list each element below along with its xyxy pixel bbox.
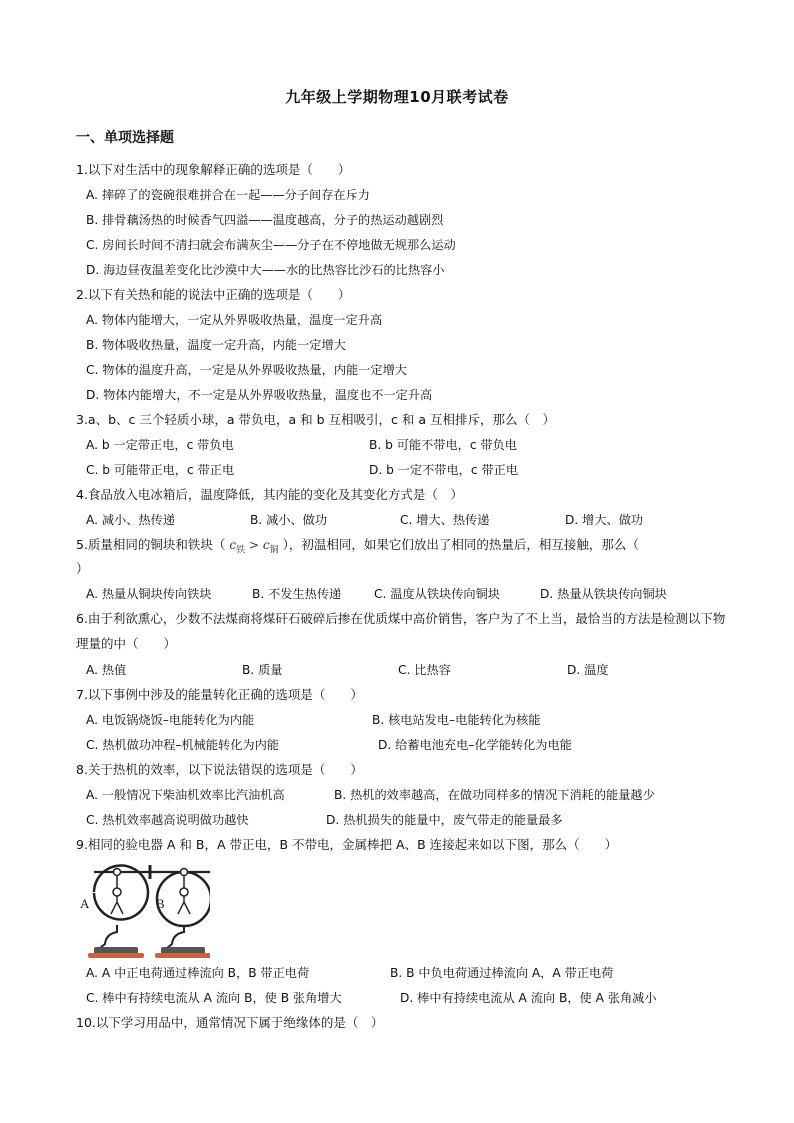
electroscope-diagram bbox=[80, 862, 210, 960]
specific-heat-formula bbox=[229, 538, 279, 556]
question-5-option-d: D. 热量从铁块传向铜块 bbox=[540, 587, 667, 601]
question-5-option-b: B. 不发生热传递 bbox=[252, 587, 342, 601]
question-7-option-d: D. 给蓄电池充电–化学能转化为电能 bbox=[378, 738, 572, 752]
question-5-stem bbox=[76, 535, 726, 560]
question-6-option-b: B. 质量 bbox=[242, 663, 283, 677]
label-a: A bbox=[80, 896, 90, 911]
question-1-option-d: D. 海边昼夜温差变化比沙漠中大——水的比热容比沙石的比热容小 bbox=[86, 263, 445, 277]
formula-op: > bbox=[245, 538, 263, 552]
question-8-option-d: D. 热机损失的能量中，废气带走的能量最多 bbox=[326, 813, 563, 827]
question-9-option-a: A. A 中正电荷通过棒流向 B，B 带正电荷 bbox=[86, 966, 310, 980]
electroscope-b bbox=[155, 869, 210, 959]
question-4-stem: 4.食品放入电冰箱后，温度降低，其内能的变化及其变化方式是（ ） bbox=[76, 487, 463, 502]
question-2-stem: 2.以下有关热和能的说法中正确的选项是（ ） bbox=[76, 287, 351, 302]
question-4-option-d: D. 增大、做功 bbox=[565, 513, 644, 527]
formula-right: c bbox=[262, 538, 270, 552]
question-1-option-b: B. 排骨藕汤热的时候香气四溢——温度越高，分子的热运动越剧烈 bbox=[86, 213, 444, 227]
question-3-option-d: D. b 一定不带电，c 带正电 bbox=[369, 463, 519, 477]
question-8-option-b: B. 热机的效率越高，在做功同样多的情况下消耗的能量越少 bbox=[334, 788, 655, 802]
question-5-option-a: A. 热量从铜块传向铁块 bbox=[86, 587, 212, 601]
question-5-stem-pre: 5.质量相同的铜块和铁块（ bbox=[76, 537, 226, 552]
question-6-option-d: D. 温度 bbox=[567, 663, 609, 677]
label-b: B bbox=[156, 896, 165, 911]
formula-right-sub: 铜 bbox=[269, 545, 279, 556]
question-7-option-a: A. 电饭锅烧饭–电能转化为内能 bbox=[86, 713, 255, 727]
question-8-option-a: A. 一般情况下柴油机效率比汽油机高 bbox=[86, 788, 285, 802]
question-7-option-c: C. 热机做功冲程–机械能转化为内能 bbox=[86, 738, 279, 752]
question-4-option-c: C. 增大、热传递 bbox=[400, 513, 490, 527]
question-9-option-b: B. B 中负电荷通过棒流向 A，A 带正电荷 bbox=[390, 966, 614, 980]
electroscope-a bbox=[88, 866, 148, 959]
question-3-option-c: C. b 可能带正电，c 带正电 bbox=[86, 463, 235, 477]
question-5-option-c: C. 温度从铁块传向铜块 bbox=[374, 587, 500, 601]
formula-left: c bbox=[229, 538, 237, 552]
question-6-option-a: A. 热值 bbox=[86, 663, 127, 677]
page-title: 九年级上学期物理10月联考试卷 bbox=[285, 88, 509, 106]
question-3-stem: 3.a、b、c 三个轻质小球，a 带负电，a 和 b 互相吸引，c 和 a 互相排斥，那么（ ） bbox=[76, 412, 555, 427]
question-5-stem-cont: ） bbox=[76, 561, 89, 576]
question-2-option-a: A. 物体内能增大，一定从外界吸收热量，温度一定升高 bbox=[86, 313, 383, 327]
question-3-option-a: A. b 一定带正电，c 带负电 bbox=[86, 438, 234, 452]
question-10-stem: 10.以下学习用品中，通常情况下属于绝缘体的是（ ） bbox=[76, 1015, 384, 1030]
question-1-option-c: C. 房间长时间不清扫就会布满灰尘——分子在不停地做无规那么运动 bbox=[86, 238, 456, 252]
question-6-stem: 6.由于利欲熏心，少数不法煤商将煤矸石破碎后掺在优质煤中高价销售，客户为了不上当，最恰当的方法是检测以下物理量的中（ ） bbox=[76, 611, 726, 651]
question-5-stem-post: ），初温相同，如果它们放出了相同的热量后，相互接触，那么（ bbox=[282, 537, 639, 552]
question-7-option-b: B. 核电站发电–电能转化为核能 bbox=[372, 713, 541, 727]
question-3-option-b: B. b 可能不带电，c 带负电 bbox=[369, 438, 517, 452]
question-2-option-c: C. 物体的温度升高，一定是从外界吸收热量，内能一定增大 bbox=[86, 363, 407, 377]
question-4-option-b: B. 减小、做功 bbox=[250, 513, 328, 527]
section-heading: 一、单项选择题 bbox=[76, 130, 174, 146]
question-2-option-d: D. 物体内能增大，不一定是从外界吸收热量，温度也不一定升高 bbox=[86, 388, 433, 402]
question-9-option-c: C. 棒中有持续电流从 A 流向 B，使 B 张角增大 bbox=[86, 991, 342, 1005]
question-6-option-c: C. 比热容 bbox=[398, 663, 451, 677]
question-8-option-c: C. 热机效率越高说明做功越快 bbox=[86, 813, 249, 827]
question-8-stem: 8.关于热机的效率，以下说法错误的选项是（ ） bbox=[76, 762, 363, 777]
question-1-option-a: A. 摔碎了的瓷碗很难拼合在一起——分子间存在斥力 bbox=[86, 188, 370, 202]
question-9-stem: 9.相同的验电器 A 和 B，A 带正电，B 不带电，金属棒把 A、B 连接起来如以下图，那么（ ） bbox=[76, 837, 618, 852]
question-2-option-b: B. 物体吸收热量，温度一定升高，内能一定增大 bbox=[86, 338, 346, 352]
formula-left-sub: 铁 bbox=[236, 545, 246, 556]
question-9-option-d: D. 棒中有持续电流从 A 流向 B，使 A 张角减小 bbox=[400, 991, 657, 1005]
question-1-stem: 1.以下对生活中的现象解释正确的选项是（ ） bbox=[76, 162, 351, 177]
question-4-option-a: A. 减小、热传递 bbox=[86, 513, 175, 527]
question-7-stem: 7.以下事例中涉及的能量转化正确的选项是（ ） bbox=[76, 687, 363, 702]
